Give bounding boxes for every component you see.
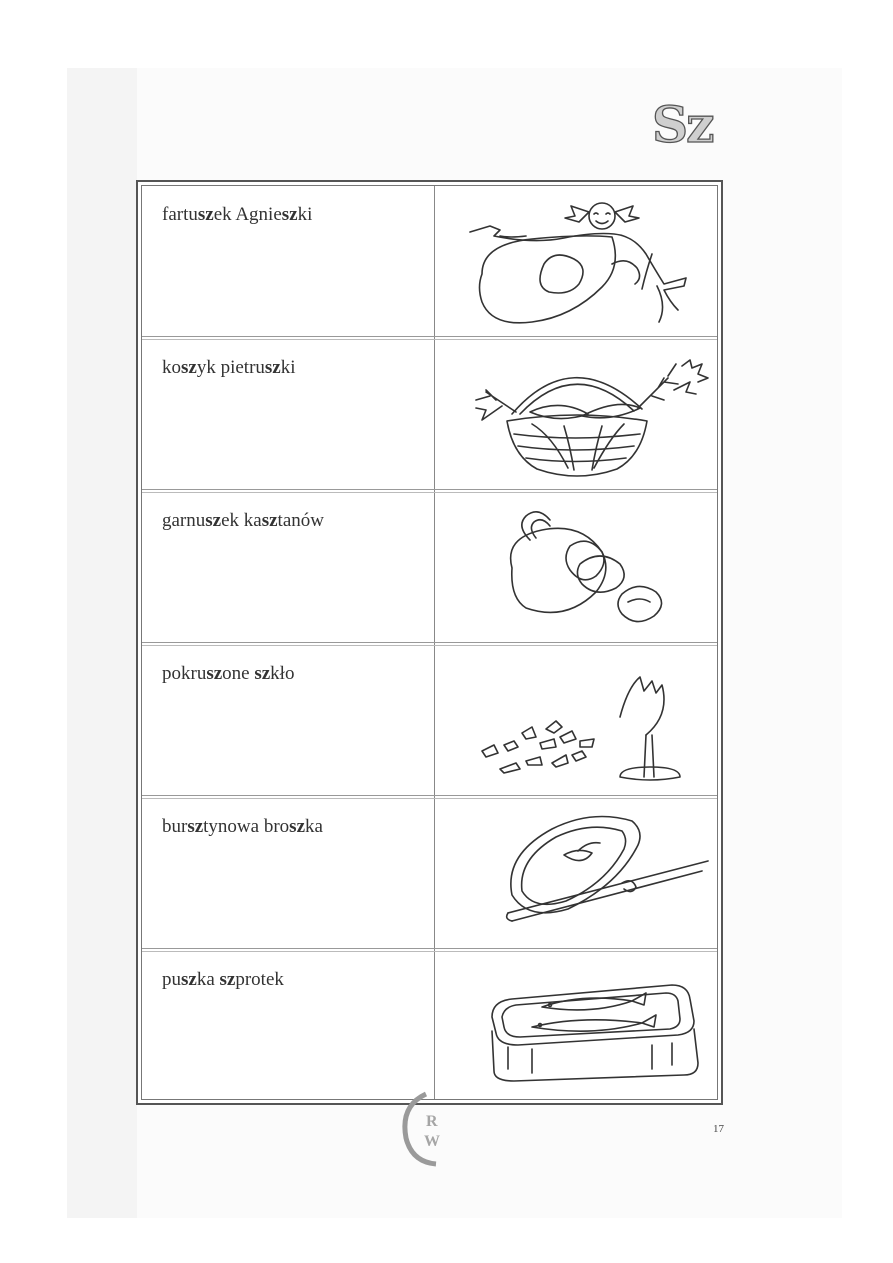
row-separator xyxy=(142,489,717,493)
sprat-tin-icon xyxy=(452,957,717,1097)
row-separator xyxy=(142,642,717,646)
page-number: 17 xyxy=(713,1123,724,1135)
table-row-phrase: fartuszek Agnieszki xyxy=(162,204,313,225)
row-separator xyxy=(142,948,717,952)
basket-parsley-icon xyxy=(452,346,717,486)
table-row-phrase: puszka szprotek xyxy=(162,969,284,990)
publisher-logo-icon xyxy=(398,1088,468,1168)
svg-text:W: W xyxy=(424,1133,440,1150)
page-letter-heading: Sz xyxy=(652,95,713,154)
svg-text:R: R xyxy=(426,1113,438,1130)
row-separator xyxy=(142,336,717,340)
table-row-phrase: garnuszek kasztanów xyxy=(162,510,324,531)
table-row-phrase: koszyk pietruszki xyxy=(162,357,296,378)
amber-brooch-icon xyxy=(452,803,717,943)
broken-glass-icon xyxy=(452,651,717,791)
girl-apron-icon xyxy=(452,194,717,334)
exercise-table xyxy=(136,180,723,1105)
pot-chestnuts-icon xyxy=(452,498,717,638)
row-separator xyxy=(142,795,717,799)
table-row-phrase: pokruszone szkło xyxy=(162,663,295,684)
table-row-phrase: bursztynowa broszka xyxy=(162,816,323,837)
